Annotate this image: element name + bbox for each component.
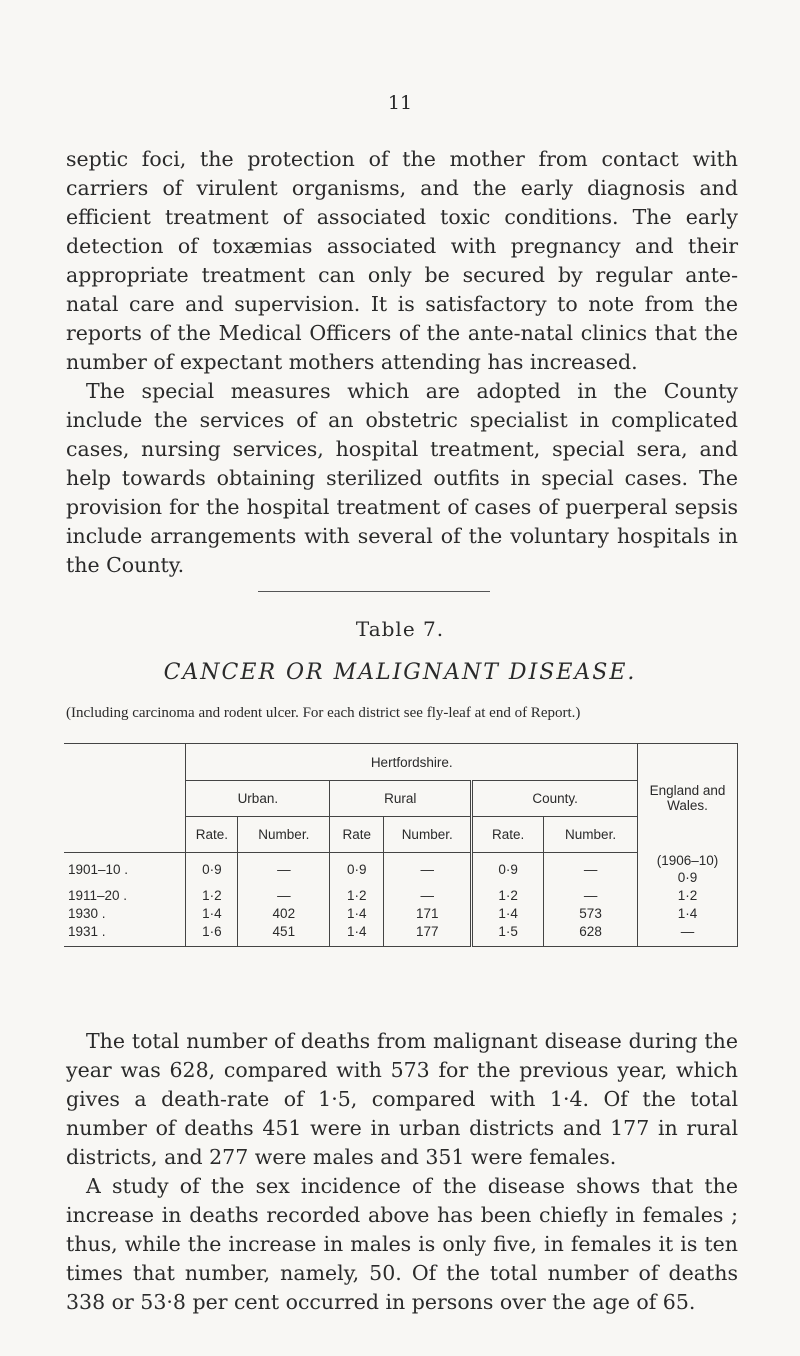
closing-paragraph: A study of the sex incidence of the disease shows that the increase in deaths recorded above has been chiefly in females ; thus, while the increase in males is only five, in females it is ten times that number, namely, 50. Of the total number of deaths 338 or 53·8 per cent occurred in persons over the age of 65. [66, 1174, 738, 1314]
closing-paragraph: The total number of deaths from malignant disease during the year was 628, compared with 573 for the previous year, which gives a death-rate of 1·5, compared with 1·4. Of the total number of deaths 451 were in urban districts and 177 in rural districts, and 277 were males and 351 were females. [66, 1029, 738, 1169]
table-row [64, 887, 738, 905]
row-label-header [64, 744, 186, 781]
county-number-cell: — [544, 887, 638, 905]
rural-number-cell: — [384, 853, 472, 887]
period-cell: 1901–10 . [68, 861, 129, 877]
rural-number-cell: 177 [384, 923, 472, 941]
table-note: (Including carcinoma and rodent ulcer. For each district see fly-leaf at end of Report.) [66, 705, 581, 721]
cancer-statistics-table [64, 743, 738, 947]
urban-rate-header: Rate. [186, 817, 238, 853]
county-rate-cell: 0·9 [472, 853, 544, 887]
closing-text [66, 1027, 738, 1317]
table-row [64, 853, 738, 887]
rural-rate-cell: 0·9 [330, 853, 384, 887]
urban-number-cell: 451 [238, 923, 330, 941]
england-rate-cell: — [638, 923, 738, 941]
rural-header: Rural [330, 781, 472, 817]
england-rate-cell: 1·2 [638, 887, 738, 905]
rural-rate-cell: 1·4 [330, 905, 384, 923]
table-row [64, 923, 738, 941]
england-rate-cell: 1·4 [638, 905, 738, 923]
table-title: CANCER OR MALIGNANT DISEASE. [163, 660, 637, 685]
urban-number-header: Number. [238, 817, 330, 853]
hertfordshire-header: Hertfordshire. [186, 744, 638, 781]
county-rate-cell: 1·5 [472, 923, 544, 941]
urban-rate-cell: 1·2 [186, 887, 238, 905]
county-number-cell: 573 [544, 905, 638, 923]
england-rate-value: 0·9 [677, 869, 698, 885]
intro-paragraph: The special measures which are adopted in the County include the services of an obstetric specialist in complicated cases, nursing services, hospital treatment, special sera, and help towards obtaining sterilized outfits in special cases. The provision for the hospital treatment of cases of puerperal sepsis include arrangements with several of the voluntary hospitals in the County. [66, 379, 738, 577]
county-rate-cell: 1·2 [472, 887, 544, 905]
urban-number-cell: 402 [238, 905, 330, 923]
intro-text [66, 145, 738, 580]
table-row [64, 905, 738, 923]
england-period-note: (1906–10) [656, 852, 719, 868]
county-number-cell: 628 [544, 923, 638, 941]
urban-rate-cell: 1·6 [186, 923, 238, 941]
rural-rate-cell: 1·4 [330, 923, 384, 941]
england-wales-header: England and Wales. [638, 744, 738, 853]
section-divider [258, 591, 490, 592]
england-rate-cell [638, 853, 738, 887]
period-cell: 1911–20 . [68, 887, 128, 903]
county-header: County. [472, 781, 638, 817]
rural-number-cell: — [384, 887, 472, 905]
period-cell: 1930 . [68, 905, 106, 921]
urban-rate-cell: 1·4 [186, 905, 238, 923]
county-rate-header: Rate. [472, 817, 544, 853]
rural-number-header: Number. [384, 817, 472, 853]
county-number-header: Number. [544, 817, 638, 853]
county-number-cell: — [544, 853, 638, 887]
county-rate-cell: 1·4 [472, 905, 544, 923]
urban-header: Urban. [186, 781, 330, 817]
period-cell: 1931 . [68, 923, 106, 939]
rural-number-cell: 171 [384, 905, 472, 923]
page-number: 11 [387, 92, 413, 114]
rural-rate-cell: 1·2 [330, 887, 384, 905]
urban-rate-cell: 0·9 [186, 853, 238, 887]
urban-number-cell: — [238, 887, 330, 905]
intro-paragraph: septic foci, the protection of the mother from contact with carriers of virulent organisms, and the early diagnosis and efficient treatment of associated toxic conditions. The early detection of toxæmias associated with pregnancy and their appropriate treatment can only be secured by regular ante-natal care and supervision. It is satisfactory to note from the reports of the Medical Officers of the ante-natal clinics that the number of expectant mothers attending has increased. [66, 147, 738, 374]
rural-rate-header: Rate [330, 817, 384, 853]
urban-number-cell: — [238, 853, 330, 887]
table-caption: Table 7. [355, 617, 445, 641]
